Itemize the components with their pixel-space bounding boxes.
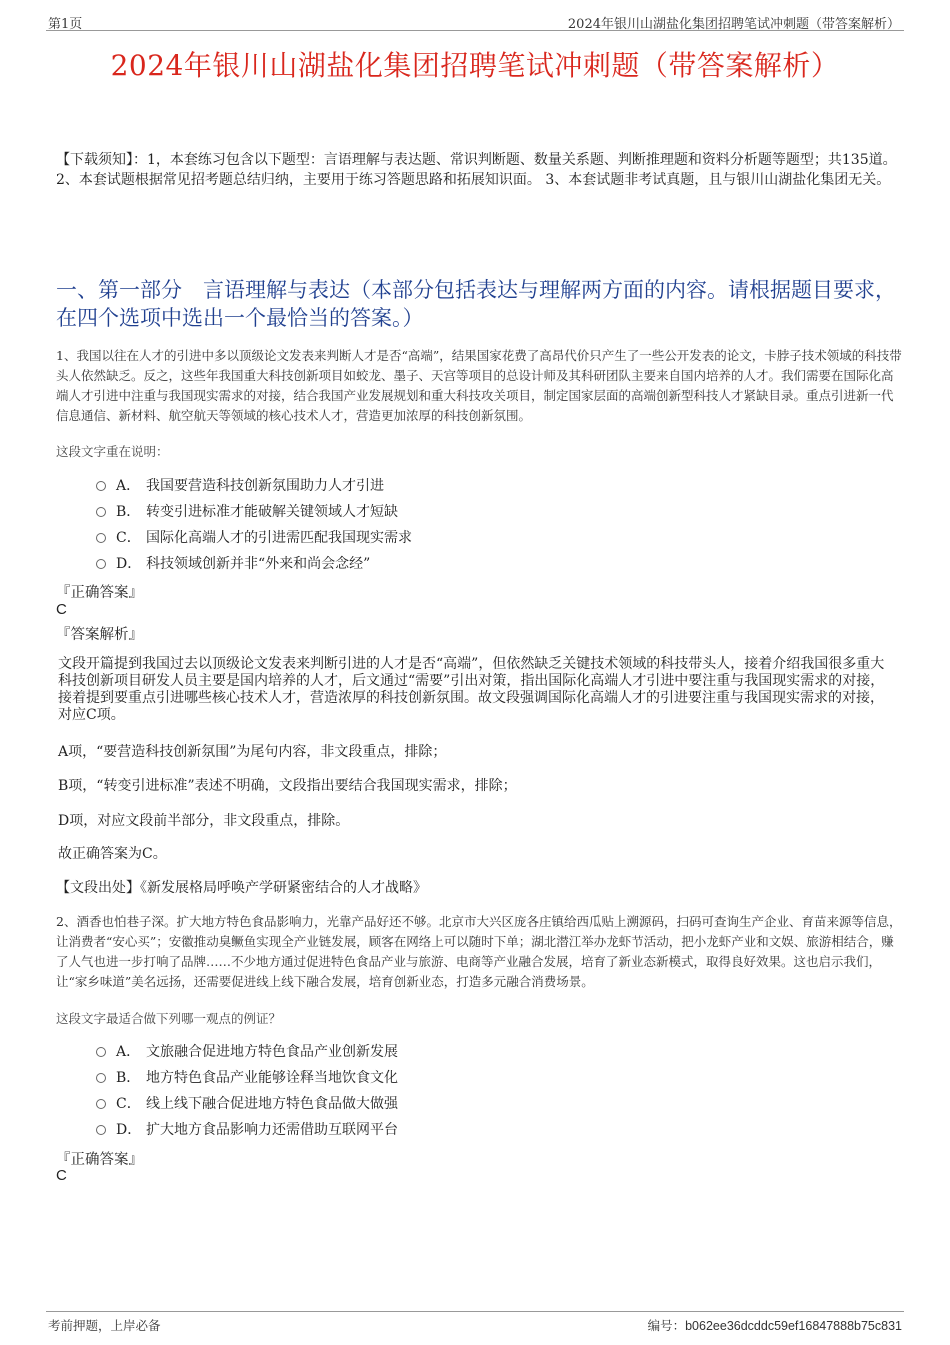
download-notice: 【下载须知】：1，本套练习包含以下题型：言语理解与表达题、常识判断题、数量关系题、判断推理题和资料分析题等题型；共135道。 2、本套试题根据常见招考题总结归纳，主要用于练习答题思路和拓展知识面。 3、本套试题非考试真题，且与银川山湖盐化集团无关。	[56, 152, 897, 188]
q2-answer-label: 『正确答案』	[56, 1152, 143, 1168]
option-letter: A．	[116, 1044, 141, 1060]
q1-option-a[interactable]	[96, 476, 384, 496]
option-letter: B．	[116, 504, 141, 520]
q1-option-c[interactable]	[96, 528, 412, 548]
q1-analysis-option-d: D项，对应文段前半部分，非文段重点，排除。	[58, 813, 350, 829]
option-letter: C．	[116, 1096, 141, 1112]
q1-analysis-label: 『答案解析』	[56, 627, 143, 643]
radio-icon[interactable]	[96, 533, 106, 543]
footer-code-value: b062ee36dcddc59ef16847888b75c831	[685, 1319, 902, 1333]
footer-slogan: 考前押题，上岸必备	[48, 1318, 161, 1333]
page-header	[46, 10, 904, 31]
section-heading: 一、第一部分 言语理解与表达（本部分包括表达与理解两方面的内容。请根据题目要求，在四个选项中选出一个最恰当的答案。）	[56, 278, 896, 330]
q1-analysis-option-a: A项，“要营造科技创新氛围”为尾句内容，非文段重点，排除；	[58, 744, 447, 760]
option-text: 地方特色食品产业能够诠释当地饮食文化	[146, 1070, 398, 1086]
option-text: 我国要营造科技创新氛围助力人才引进	[146, 478, 384, 494]
q2-option-a[interactable]	[96, 1042, 398, 1062]
option-text: 文旅融合促进地方特色食品产业创新发展	[146, 1044, 398, 1060]
q2-option-d[interactable]	[96, 1120, 398, 1140]
page-footer	[46, 1311, 904, 1336]
option-text: 线上线下融合促进地方特色食品做大做强	[146, 1096, 398, 1112]
q1-option-b[interactable]	[96, 502, 398, 522]
option-letter: D．	[116, 556, 142, 572]
question-1-stem: 1、我国以往在人才的引进中多以顶级论文发表来判断人才是否“高端”，结果国家花费了高昂代价只产生了一些公开发表的论文，卡脖子技术领域的科技带头人依然缺乏。反之，这些年我国重大科技创新项目如蛟龙、墨子、天宫等项目的总设计师及其科研团队主要来自国内培养的人才。我们需要在国际化高端人才引进中注重与我国现实需求的对接，结合我国产业发展规划和重大科技攻关项目，制定国家层面的高端创新型科技人才紧缺目录。重点引进新一代信息通信、新材料、航空航天等领域的核心技术人才，营造更加浓厚的科技创新氛围。	[56, 348, 902, 423]
question-1-prompt: 这段文字重在说明：	[56, 444, 169, 459]
footer-code-label: 编号：	[647, 1318, 686, 1333]
option-text: 科技领域创新并非“外来和尚会念经”	[146, 556, 371, 572]
radio-icon[interactable]	[96, 1099, 106, 1109]
option-letter: B．	[116, 1070, 141, 1086]
q2-option-b[interactable]	[96, 1068, 398, 1088]
option-letter: D．	[116, 1122, 142, 1138]
option-text: 转变引进标准才能破解关键领域人才短缺	[146, 504, 398, 520]
page-number: 第1页	[48, 17, 83, 32]
radio-icon[interactable]	[96, 481, 106, 491]
q1-analysis: 文段开篇提到我国过去以顶级论文发表来判断引进的人才是否“高端”，但依然缺乏关键技术领域的科技带头人，接着介绍我国很多重大科技创新项目研发人员主要是国内培养的人才，后文通过“需要”引出对策，指出国际化高端人才引进中要注重与我国现实需求的对接，接着提到要重点引进哪些核心技术人才，营造浓厚的科技创新氛围。故文段强调国际化高端人才的引进要注重与我国现实需求的对接，对应C项。	[58, 656, 885, 723]
radio-icon[interactable]	[96, 1073, 106, 1083]
header-doc-title: 2024年银川山湖盐化集团招聘笔试冲刺题（带答案解析）	[567, 17, 900, 32]
q1-analysis-option-b: B项，“转变引进标准”表述不明确，文段指出要结合我国现实需求，排除；	[58, 778, 517, 794]
q2-option-c[interactable]	[96, 1094, 398, 1114]
q1-answer: C	[56, 601, 67, 618]
document-title: 2024年银川山湖盐化集团招聘笔试冲刺题（带答案解析）	[110, 49, 840, 82]
option-letter: A．	[116, 478, 141, 494]
question-2-stem: 2、酒香也怕巷子深。扩大地方特色食品影响力，光靠产品好还不够。北京市大兴区庞各庄镇给西瓜贴上溯源码，扫码可查询生产企业、育苗来源等信息，让消费者“安心买”；安徽推动臭鳜鱼实现全产业链发展，顾客在网络上可以随时下单；湖北潜江举办龙虾节活动，把小龙虾产业和文娱、旅游相结合，赚了人气也进一步打响了品牌……不少地方通过促进特色食品产业与旅游、电商等产业融合发展，培育了新业态新模式，取得良好效果。这也启示我们，让“家乡味道”美名远扬，还需要促进线上线下融合发展，培育创新业态，打造多元融合消费场景。	[56, 914, 902, 989]
radio-icon[interactable]	[96, 559, 106, 569]
q1-conclusion: 故正确答案为C。	[58, 846, 167, 862]
q1-option-d[interactable]	[96, 554, 370, 574]
radio-icon[interactable]	[96, 507, 106, 517]
q1-source: 【文段出处】《新发展格局呼唤产学研紧密结合的人才战略》	[56, 880, 427, 896]
q2-answer: C	[56, 1167, 67, 1184]
radio-icon[interactable]	[96, 1125, 106, 1135]
footer-code	[648, 1316, 902, 1334]
option-text: 国际化高端人才的引进需匹配我国现实需求	[146, 530, 412, 546]
option-text: 扩大地方食品影响力还需借助互联网平台	[146, 1122, 398, 1138]
radio-icon[interactable]	[96, 1047, 106, 1057]
q1-answer-label: 『正确答案』	[56, 585, 143, 601]
option-letter: C．	[116, 530, 141, 546]
question-2-prompt: 这段文字最适合做下列哪一观点的例证？	[56, 1011, 282, 1026]
